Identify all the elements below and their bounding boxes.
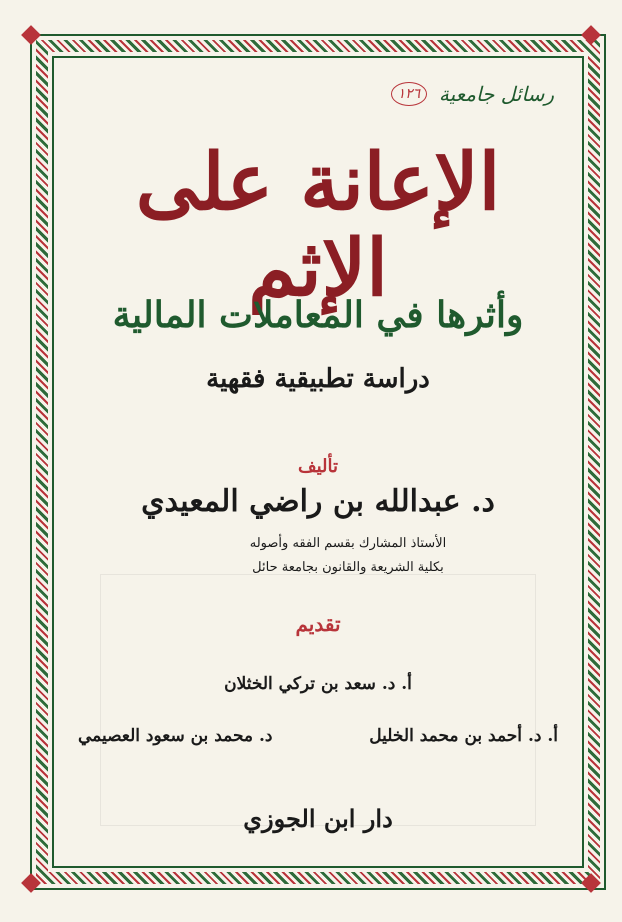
preface-label: تقديم — [295, 612, 341, 636]
author-position: الأستاذ المشارك بقسم الفقه وأصوله — [249, 536, 447, 551]
publisher-name: دار ابن الجوزي — [243, 804, 393, 833]
cover-content — [60, 64, 576, 860]
author-label: تأليف — [297, 456, 339, 477]
study-type: دراسة تطبيقية فقهية — [206, 364, 430, 394]
series-number: ١٢٦ — [391, 82, 427, 106]
book-subtitle: وأثرها في المعاملات المالية — [112, 294, 524, 336]
preface-presenter: أ. د. سعد بن تركي الخثلان — [224, 674, 412, 694]
series-label: رسائل جامعية — [438, 82, 554, 106]
series-header — [391, 82, 554, 106]
book-title: الإعانة على الإثم — [135, 137, 501, 314]
author-name: د. عبدالله بن راضي المعيدي — [141, 484, 495, 519]
preface-presenter: د. محمد بن سعود العصيمي — [78, 726, 273, 746]
preface-presenter: أ. د. أحمد بن محمد الخليل — [369, 726, 558, 746]
author-affiliation: بكلية الشريعة والقانون بجامعة حائل — [252, 560, 444, 575]
